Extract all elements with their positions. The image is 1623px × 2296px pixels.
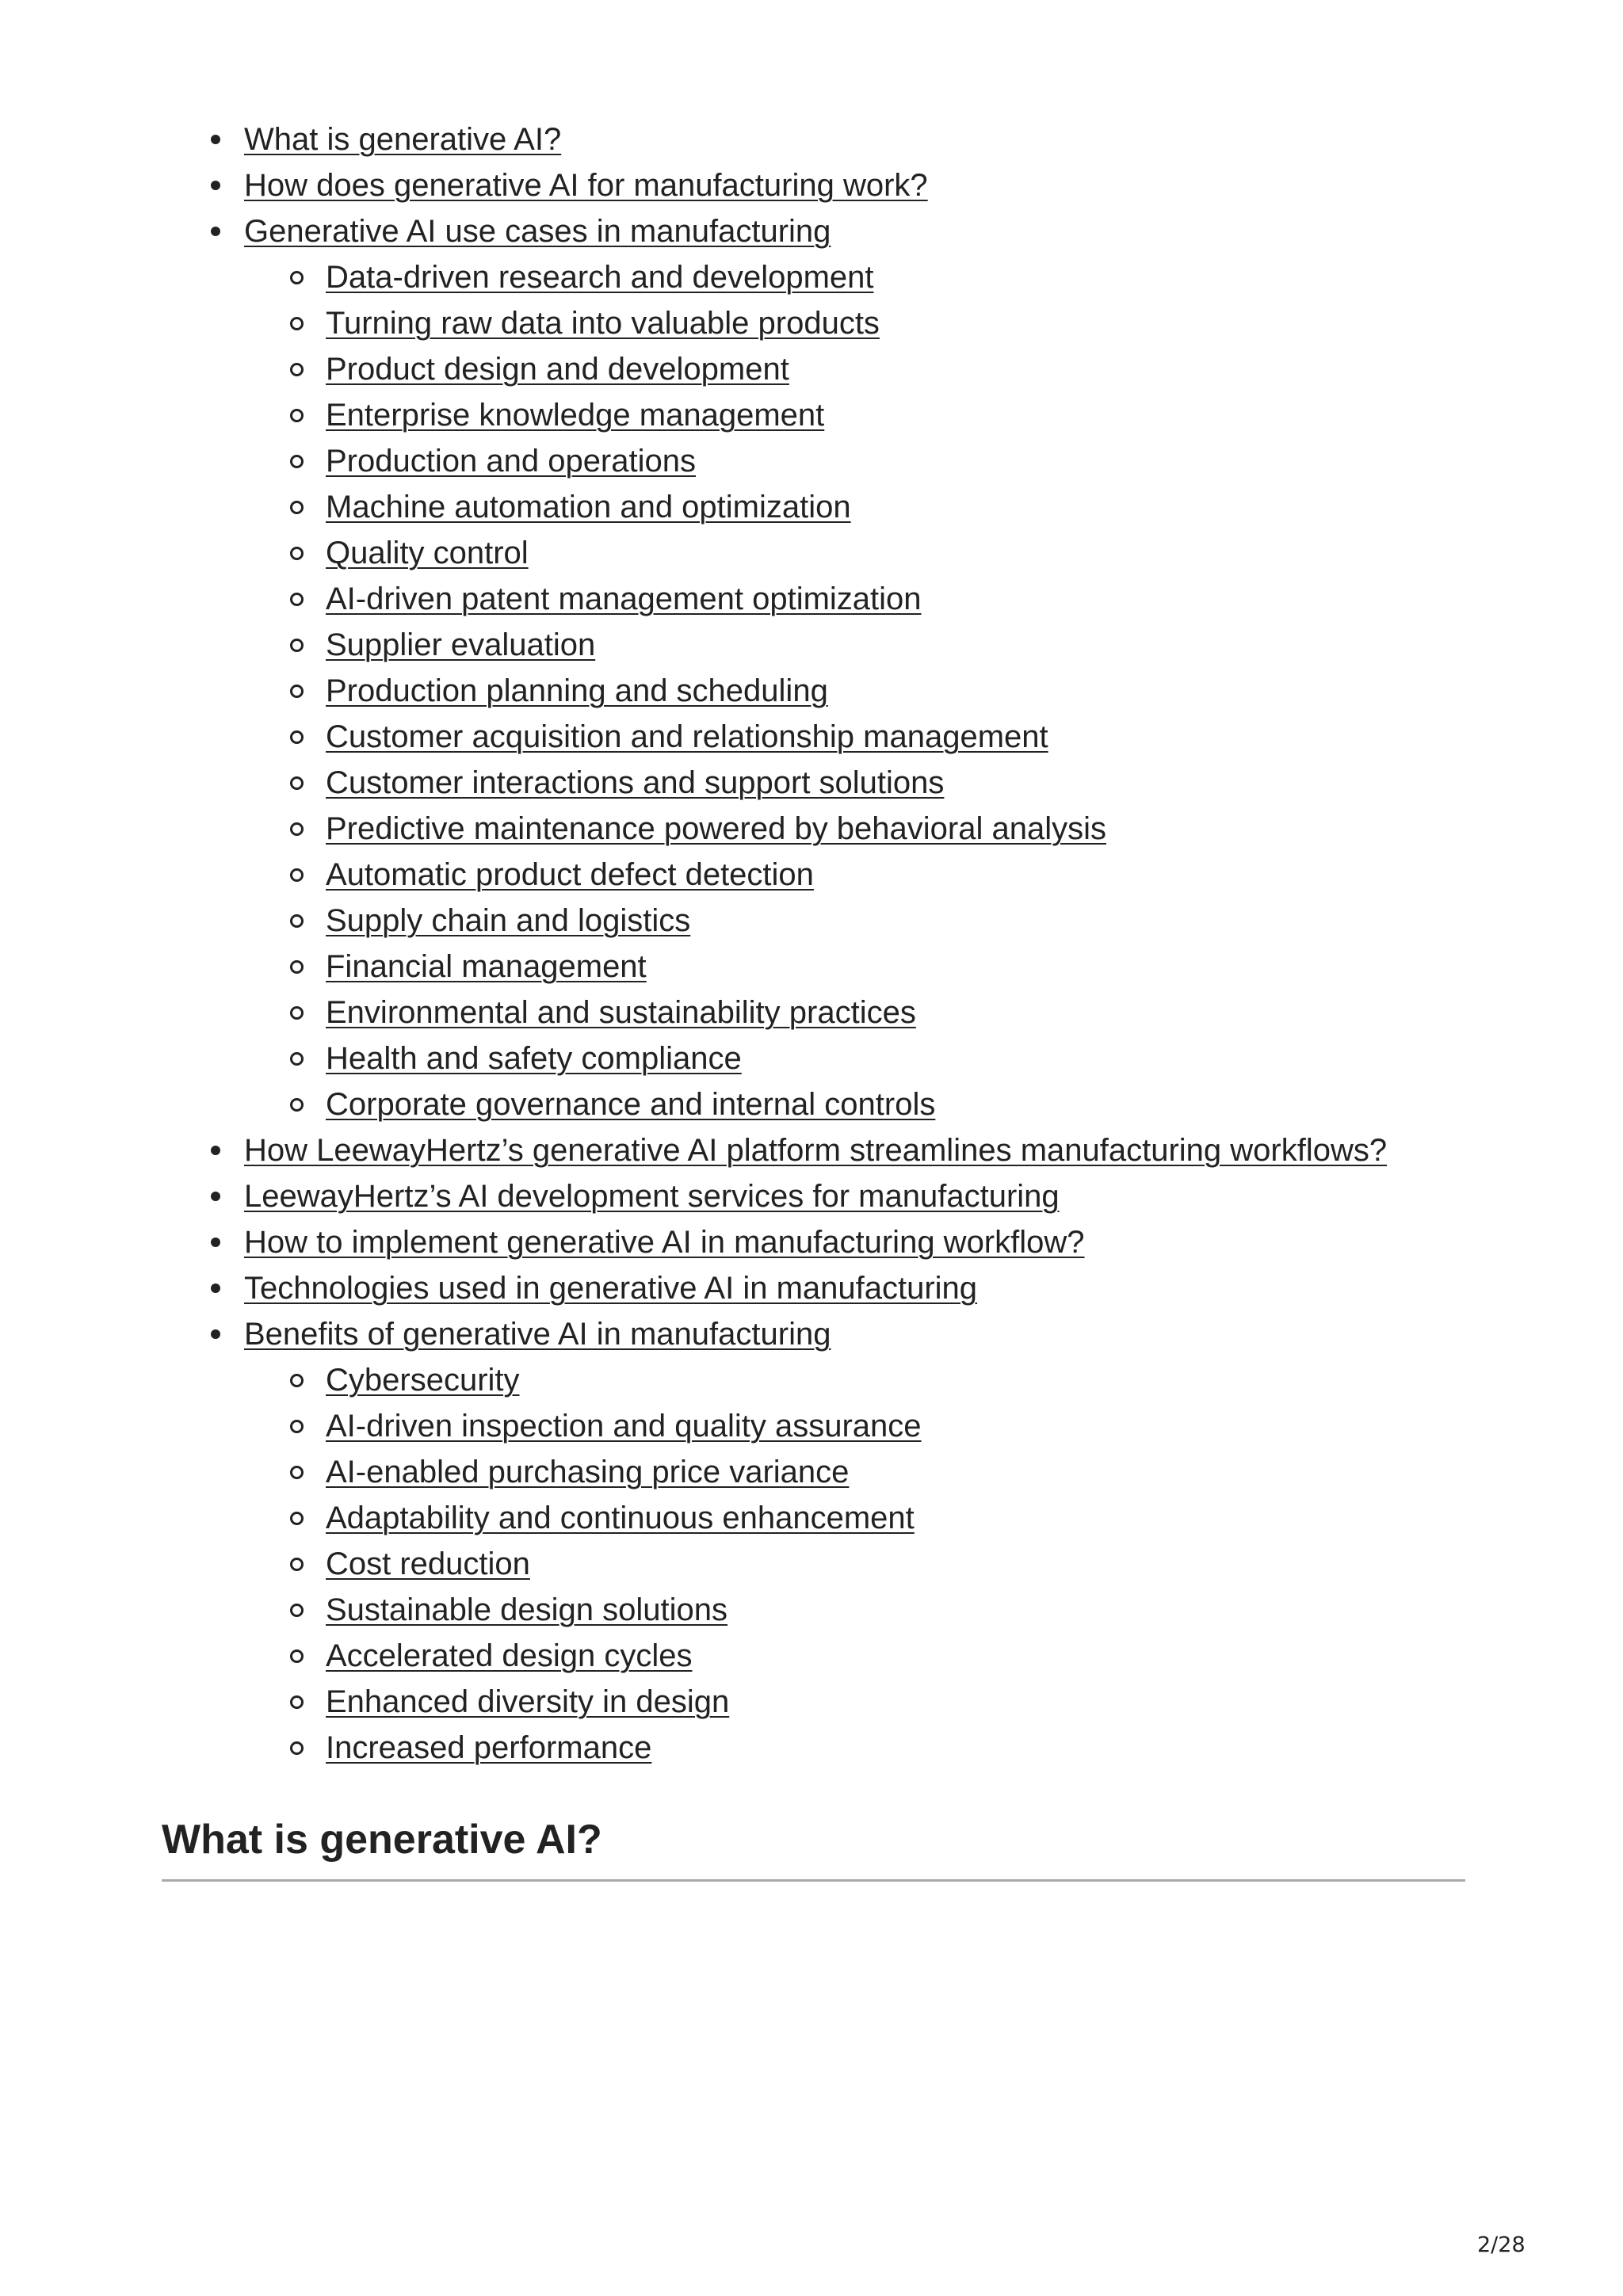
toc-subitem bbox=[0, 1403, 1506, 1449]
toc-sublink[interactable]: Increased performance bbox=[326, 1730, 652, 1765]
toc-item bbox=[0, 1311, 1506, 1357]
toc-subitem bbox=[0, 438, 1506, 484]
toc-sublink[interactable]: Supply chain and logistics bbox=[326, 903, 691, 938]
toc-sublink[interactable]: AI-driven inspection and quality assurance bbox=[326, 1409, 922, 1444]
toc-sublink[interactable]: Automatic product defect detection bbox=[326, 857, 814, 892]
toc-sublink[interactable]: Health and safety compliance bbox=[326, 1041, 742, 1076]
toc-subitem bbox=[0, 622, 1506, 668]
toc-link[interactable]: LeewayHertz’s AI development services for manufacturing bbox=[244, 1179, 1060, 1214]
toc-sublink[interactable]: Cost reduction bbox=[326, 1547, 530, 1581]
toc-subitem bbox=[0, 1541, 1506, 1587]
toc-sublink[interactable]: Environmental and sustainability practices bbox=[326, 995, 916, 1030]
toc-sublink[interactable]: Data-driven research and development bbox=[326, 260, 874, 295]
toc-sublink[interactable]: Corporate governance and internal controls bbox=[326, 1087, 936, 1122]
toc-sublink[interactable]: Customer interactions and support solutions bbox=[326, 765, 945, 800]
toc-subitem bbox=[0, 1633, 1506, 1679]
toc-subitem bbox=[0, 714, 1506, 760]
toc-link[interactable]: Benefits of generative AI in manufacturing bbox=[244, 1317, 831, 1352]
toc-sublink[interactable]: Sustainable design solutions bbox=[326, 1592, 728, 1627]
toc-subitem bbox=[0, 392, 1506, 438]
toc-subitem bbox=[0, 852, 1506, 898]
toc-link[interactable]: Technologies used in generative AI in manufacturing bbox=[244, 1271, 978, 1306]
toc-subitem bbox=[0, 944, 1506, 990]
toc-item bbox=[0, 1265, 1506, 1311]
toc-list bbox=[0, 116, 1506, 1771]
toc-subitem bbox=[0, 576, 1506, 622]
toc-sublink[interactable]: Accelerated design cycles bbox=[326, 1638, 693, 1673]
toc-sublink[interactable]: Cybersecurity bbox=[326, 1363, 520, 1398]
toc-subitem bbox=[0, 254, 1506, 300]
toc-sublink[interactable]: Supplier evaluation bbox=[326, 627, 596, 662]
toc-subitem bbox=[0, 1081, 1506, 1127]
heading-divider bbox=[162, 1879, 1465, 1882]
toc-item bbox=[0, 1219, 1506, 1265]
toc-sublink[interactable]: Adaptability and continuous enhancement bbox=[326, 1501, 915, 1535]
toc-subitem bbox=[0, 1035, 1506, 1081]
toc-subitem bbox=[0, 806, 1506, 852]
toc-sublink[interactable]: Production planning and scheduling bbox=[326, 673, 828, 708]
toc-sublink[interactable]: Financial management bbox=[326, 949, 647, 984]
toc-subitem bbox=[0, 1725, 1506, 1771]
toc-item bbox=[0, 162, 1506, 208]
toc-subitem bbox=[0, 1449, 1506, 1495]
section-heading: What is generative AI? bbox=[162, 1817, 602, 1863]
toc-sublink[interactable]: Customer acquisition and relationship management bbox=[326, 719, 1048, 754]
toc-sublink[interactable]: AI-driven patent management optimization bbox=[326, 582, 922, 616]
toc-subitem bbox=[0, 346, 1506, 392]
toc-sublink[interactable]: Machine automation and optimization bbox=[326, 490, 851, 524]
toc-subitem bbox=[0, 1587, 1506, 1633]
toc-sublink[interactable]: Product design and development bbox=[326, 352, 789, 387]
toc-sublink[interactable]: Predictive maintenance powered by behavioral analysis bbox=[326, 811, 1106, 846]
toc-sublink[interactable]: Turning raw data into valuable products bbox=[326, 306, 880, 341]
toc-subitem bbox=[0, 530, 1506, 576]
toc-subitem bbox=[0, 898, 1506, 944]
toc-subitem bbox=[0, 300, 1506, 346]
toc-sublink[interactable]: AI-enabled purchasing price variance bbox=[326, 1455, 850, 1489]
toc-item bbox=[0, 1173, 1506, 1219]
toc-link[interactable]: Generative AI use cases in manufacturing bbox=[244, 214, 831, 249]
toc-item bbox=[0, 1127, 1506, 1173]
toc-subitem bbox=[0, 1679, 1506, 1725]
toc-link[interactable]: How to implement generative AI in manufacturing workflow? bbox=[244, 1225, 1085, 1260]
toc-sublink[interactable]: Enhanced diversity in design bbox=[326, 1684, 730, 1719]
toc-sublink[interactable]: Enterprise knowledge management bbox=[326, 398, 825, 433]
page-number: 2/28 bbox=[1477, 2233, 1526, 2257]
toc-subitem bbox=[0, 668, 1506, 714]
toc-subitem bbox=[0, 484, 1506, 530]
toc-subitem bbox=[0, 990, 1506, 1035]
toc-link[interactable]: What is generative AI? bbox=[244, 122, 562, 157]
table-of-contents bbox=[0, 116, 1506, 1771]
toc-subitem bbox=[0, 760, 1506, 806]
toc-link[interactable]: How LeewayHertz’s generative AI platform streamlines manufacturing workflows? bbox=[244, 1133, 1388, 1168]
toc-item bbox=[0, 208, 1506, 254]
toc-link[interactable]: How does generative AI for manufacturing work? bbox=[244, 168, 928, 203]
toc-subitem bbox=[0, 1495, 1506, 1541]
toc-sublink[interactable]: Production and operations bbox=[326, 444, 696, 479]
toc-sublink[interactable]: Quality control bbox=[326, 536, 529, 570]
toc-item bbox=[0, 116, 1506, 162]
toc-subitem bbox=[0, 1357, 1506, 1403]
